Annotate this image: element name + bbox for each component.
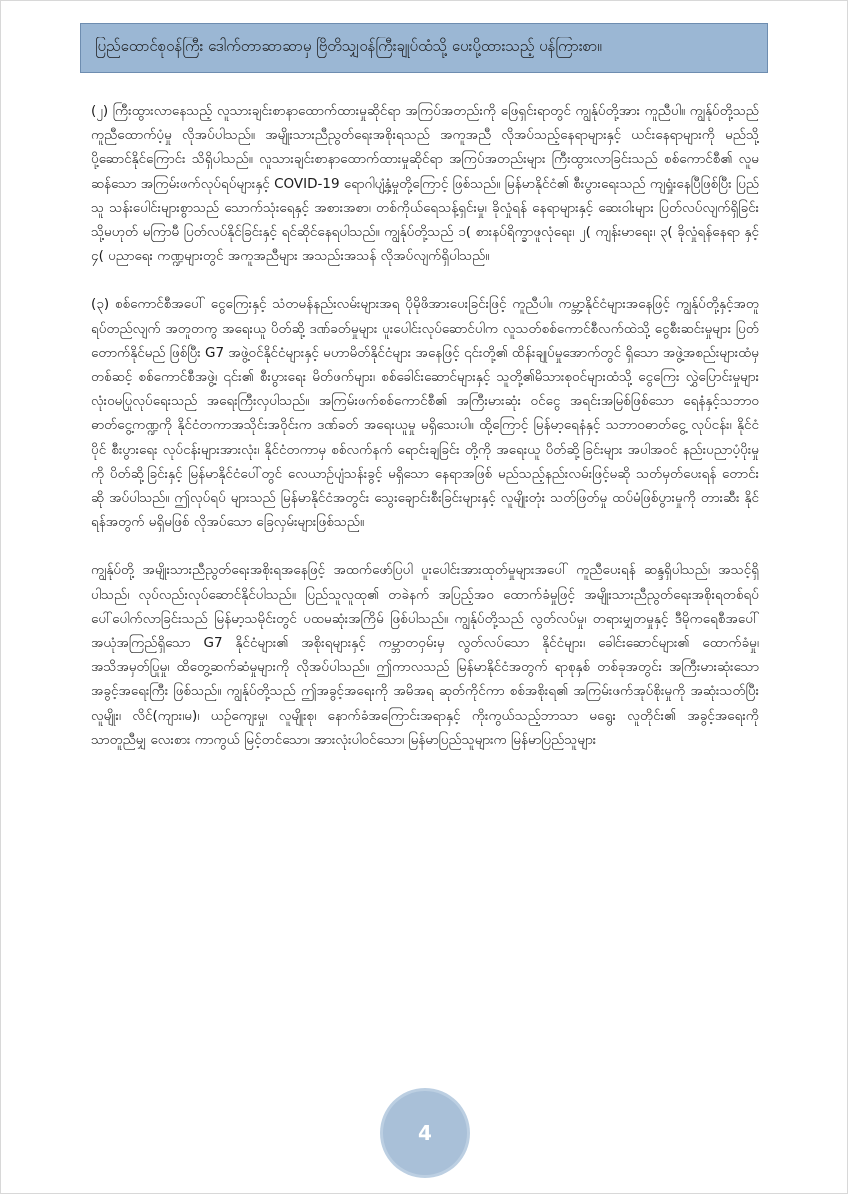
page-number: 4	[418, 1121, 432, 1145]
body-content	[91, 99, 759, 752]
document-title: ပြည်ထောင်စုဝန်ကြီး ဒေါက်တာဆာဆာမှ ဗြိတိသျှဝန်ကြီးချုပ်ထံသို့ ပေးပို့ထားသည့် ပန်ကြားစာ။	[95, 37, 602, 55]
title-banner	[80, 23, 768, 73]
paragraph-4: ကျွန်ုပ်တို့ အမျိုးသားညီညွတ်ရေးအစိုးရအနေဖြင့် အထက်ဖော်ပြပါ ပူးပေါင်းအားထုတ်မှုများအပေါ် ကူညီပေးရန် ဆန္ဒရှိပါသည်၊ အသင့်ရှိပါသည်၊ လုပ်လည်းလုပ်ဆောင်နိုင်ပါသည်။ ပြည်သူလူထု၏ တခဲနက် အပြည့်အဝ ထောက်ခံမှုဖြင့် အမျိုးသားညီညွတ်ရေးအစိုးရတစ်ရပ် ပေါ်ပေါက်လာခြင်းသည် မြန်မာ့သမိုင်းတွင် ပထမဆုံးအကြိမ် ဖြစ်ပါသည်။ ကျွန်ုပ်တို့သည် လွတ်လပ်မှု၊ တရားမျှတမှုနှင့် ဒီမိုကရေစီအပေါ် အယုံအကြည်ရှိသော G7 နိုင်ငံများ၏ အစိုးရများနှင့် ကမ္ဘာတဝှမ်းမှ လွတ်လပ်သော နိုင်ငံများ၊ ခေါင်းဆောင်များ၏ ထောက်ခံမှု၊ အသိအမှတ်ပြုမှု၊ ထိတွေ့ဆက်ဆံမှုများကို လိုအပ်ပါသည်။ ဤကာလသည် မြန်မာနိုင်ငံအတွက် ရာစုနှစ် တစ်ခုအတွင်း အကြီးမားဆုံးသော အခွင့်အရေးကြီး ဖြစ်သည်။ ကျွန်ုပ်တို့သည် ဤအခွင့်အရေးကို အမိအရ ဆုတ်ကိုင်ကာ စစ်အစိုးရ၏ အကြမ်းဖက်အုပ်စိုးမှုကို အဆုံးသတ်ပြီး လူမျိုး၊ လိင်(ကျား၊မ)၊ ယဉ်ကျေးမှု၊ လူမျိုးစု၊ နောက်ခံအကြောင်းအရာနှင့် ကိုးကွယ်သည့်ဘာသာ မရွေး လူတိုင်း၏ အခွင့်အရေးကို သာတူညီမျှ လေးစား ကာကွယ် မြင့်တင်သော၊ အားလုံးပါဝင်သော၊ မြန်မာပြည်သူများက မြန်မာပြည်သူများ	[91, 562, 759, 748]
paragraph-2: (၂) ကြီးထွားလာနေသည့် လူသားချင်းစာနာထောက်ထားမှုဆိုင်ရာ အကြပ်အတည်းကို ဖြေရှင်းရာတွင် ကျွန်ုပ်တို့အား ကူညီပါ။ ကျွန်ုပ်တို့သည် ကူညီထောက်ပံ့မှု လိုအပ်ပါသည်။ အမျိုးသားညီညွတ်ရေးအစိုးရသည် အကူအညီ လိုအပ်သည့်နေရာများနှင့် ယင်းနေရာများကို မည်သို့ ပို့ဆောင်နိုင်ကြောင်း သိရှိပါသည်။ လူသားချင်းစာနာထောက်ထားမှုဆိုင်ရာ အကြပ်အတည်းများ ကြီးထွားလာခြင်းသည် စစ်ကောင်စီ၏ လူမဆန်သော အကြမ်းဖက်လုပ်ရပ်များနှင့် COVID-19 ရောဂါပျံ့နှံ့မှုတို့ကြောင့် ဖြစ်သည်။ မြန်မာနိုင်ငံ၏ စီးပွားရေးသည် ကျရှုံးနေပြီဖြစ်ပြီး ပြည်သူ သန်းပေါင်းများစွာသည် သောက်သုံးရေနှင့် အစားအစာ၊ တစ်ကိုယ်ရေသန့်ရှင်းမှု၊ ခိုလှုံရန် နေရာများနှင့် ဆေးဝါးများ ပြတ်လပ်လျက်ရှိခြင်း သို့မဟုတ် မကြာမီ ပြတ်လပ်နိုင်ခြင်းနှင့် ရင်ဆိုင်နေရပါသည်။ ကျွန်ုပ်တို့သည် ၁( စားနပ်ရိက္ခာဖူလုံရေး၊ ၂( ကျန်းမာရေး၊ ၃( ခိုလှုံရန်နေရာ နှင့် ၄( ပညာရေး ကဏ္ဍများတွင် အကူအညီများ အသည်းအသန် လိုအပ်လျက်ရှိပါသည်။	[91, 103, 759, 265]
paragraph-3: (၃) စစ်ကောင်စီအပေါ် ငွေကြေးနှင့် သံတမန်နည်းလမ်းများအရ ပိုမိုဖိအားပေးခြင်းဖြင့် ကူညီပါ။ ကမ္ဘာ့နိုင်ငံများအနေဖြင့် ကျွန်ုပ်တို့နှင့်အတူ ရပ်တည်လျက် အတူတကွ အရေးယူ ပိတ်ဆို့ ဒဏ်ခတ်မှုများ ပူးပေါင်းလုပ်ဆောင်ပါက လူသတ်စစ်ကောင်စီလက်ထဲသို့ ငွေစီးဆင်းမှုများ ပြတ်တောက်နိုင်မည် ဖြစ်ပြီး G7 အဖွဲ့ဝင်နိုင်ငံများနှင့် မဟာမိတ်နိုင်ငံများ အနေဖြင့် ၎င်းတို့၏ ထိန်းချုပ်မှုအောက်တွင် ရှိသော အဖွဲ့အစည်းများထံမှတစ်ဆင့် စစ်ကောင်စီအဖွဲ့၊ ၎င်း၏ စီးပွားရေး မိတ်ဖက်များ၊ စစ်ခေါင်းဆောင်များနှင့် သူတို့၏မိသားစုဝင်များထံသို့ ငွေကြေး လွှဲပြောင်းမှုများ လုံးဝမပြုလုပ်ရေးသည် အရေးကြီးလှပါသည်။ အကြမ်းဖက်စစ်ကောင်စီ၏ အကြီးမားဆုံး ဝင်ငွေ အရင်းအမြစ်ဖြစ်သော ရေနံနှင့်သဘာဝ ဓာတ်ငွေ့ကဏ္ဍကို နိုင်ငံတကာအသိုင်းအဝိုင်းက ဒဏ်ခတ် အရေးယူမှု မရှိသေးပါ။ ထို့ကြောင့် မြန်မာ့ရေနံနှင့် သဘာဝဓာတ်ငွေ့ လုပ်ငန်း၊ နိုင်ငံပိုင် စီးပွားရေး လုပ်ငန်းများအားလုံး၊ နိုင်ငံတကာမှ စစ်လက်နက် ရောင်းချခြင်း တို့ကို အရေးယူ ပိတ်ဆို့ခြင်းများ အပါအဝင် နည်းပညာပံ့ပိုးမှုကို ပိတ်ဆို့ခြင်းနှင့် မြန်မာနိုင်ငံပေါ်တွင် လေယာဉ်ပျံသန်းခွင့် မရှိသော နေရာအဖြစ် မည်သည့်နည်းလမ်းဖြင့်မဆို သတ်မှတ်ပေးရန် တောင်းဆို အပ်ပါသည်။ ဤလုပ်ရပ် များသည် မြန်မာနိုင်ငံအတွင်း သွေးချောင်းစီးခြင်းများနှင့် လူမျိုးတုံး သတ်ဖြတ်မှု ထပ်မံဖြစ်ပွားမှုကို တားဆီး နိုင်ရန်အတွက် မရှိမဖြစ် လိုအပ်သော ခြေလှမ်းများဖြစ်သည်။	[91, 296, 759, 531]
page-number-badge	[383, 1091, 467, 1175]
